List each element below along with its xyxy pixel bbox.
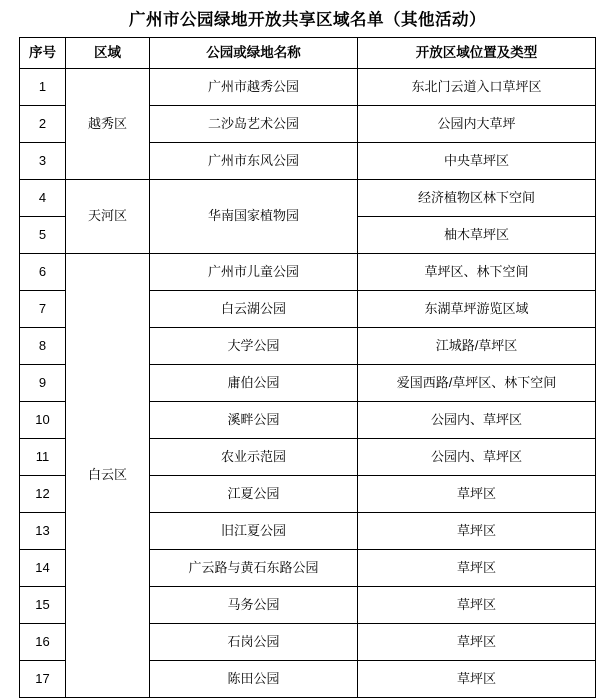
cell-park: 广州市儿童公园 xyxy=(150,254,358,291)
cell-park: 二沙岛艺术公园 xyxy=(150,106,358,143)
table-header-row xyxy=(20,38,596,69)
cell-area: 中央草坪区 xyxy=(358,143,596,180)
cell-region: 越秀区 xyxy=(66,69,150,180)
column-header-region: 区域 xyxy=(66,38,150,69)
park-open-area-table xyxy=(19,37,596,698)
cell-no: 13 xyxy=(20,513,66,550)
cell-area: 草坪区 xyxy=(358,550,596,587)
cell-park: 庸伯公园 xyxy=(150,365,358,402)
cell-area: 草坪区 xyxy=(358,587,596,624)
cell-park: 农业示范园 xyxy=(150,439,358,476)
cell-park: 大学公园 xyxy=(150,328,358,365)
cell-area: 草坪区 xyxy=(358,661,596,698)
cell-no: 7 xyxy=(20,291,66,328)
cell-area: 草坪区 xyxy=(358,513,596,550)
cell-no: 15 xyxy=(20,587,66,624)
cell-region: 白云区 xyxy=(66,254,150,698)
cell-park: 广州市越秀公园 xyxy=(150,69,358,106)
cell-no: 17 xyxy=(20,661,66,698)
cell-no: 2 xyxy=(20,106,66,143)
cell-area: 经济植物区林下空间 xyxy=(358,180,596,217)
table-row xyxy=(20,180,596,217)
cell-area: 江城路/草坪区 xyxy=(358,328,596,365)
cell-park: 广州市东风公园 xyxy=(150,143,358,180)
cell-no: 12 xyxy=(20,476,66,513)
cell-no: 16 xyxy=(20,624,66,661)
cell-no: 3 xyxy=(20,143,66,180)
cell-area: 草坪区、林下空间 xyxy=(358,254,596,291)
cell-region: 天河区 xyxy=(66,180,150,254)
page-title: 广州市公园绿地开放共享区域名单（其他活动） xyxy=(129,10,486,29)
cell-no: 6 xyxy=(20,254,66,291)
cell-no: 4 xyxy=(20,180,66,217)
cell-park: 广云路与黄石东路公园 xyxy=(150,550,358,587)
cell-no: 8 xyxy=(20,328,66,365)
cell-no: 1 xyxy=(20,69,66,106)
column-header-no: 序号 xyxy=(20,38,66,69)
table-body xyxy=(20,69,596,698)
cell-no: 11 xyxy=(20,439,66,476)
cell-no: 9 xyxy=(20,365,66,402)
cell-area: 公园内、草坪区 xyxy=(358,439,596,476)
cell-area: 公园内、草坪区 xyxy=(358,402,596,439)
cell-no: 10 xyxy=(20,402,66,439)
cell-park: 马务公园 xyxy=(150,587,358,624)
cell-park: 江夏公园 xyxy=(150,476,358,513)
cell-park: 陈田公园 xyxy=(150,661,358,698)
cell-park: 溪畔公园 xyxy=(150,402,358,439)
cell-no: 5 xyxy=(20,217,66,254)
cell-park: 旧江夏公园 xyxy=(150,513,358,550)
cell-area: 草坪区 xyxy=(358,476,596,513)
column-header-park: 公园或绿地名称 xyxy=(150,38,358,69)
table-row xyxy=(20,254,596,291)
cell-area: 爱国西路/草坪区、林下空间 xyxy=(358,365,596,402)
cell-park: 白云湖公园 xyxy=(150,291,358,328)
cell-area: 草坪区 xyxy=(358,624,596,661)
cell-no: 14 xyxy=(20,550,66,587)
cell-park: 石岗公园 xyxy=(150,624,358,661)
cell-area: 东北门云道入口草坪区 xyxy=(358,69,596,106)
cell-area: 东湖草坪游览区域 xyxy=(358,291,596,328)
cell-area: 公园内大草坪 xyxy=(358,106,596,143)
cell-park: 华南国家植物园 xyxy=(150,180,358,254)
table-row xyxy=(20,69,596,106)
cell-area: 柚木草坪区 xyxy=(358,217,596,254)
column-header-area: 开放区域位置及类型 xyxy=(358,38,596,69)
